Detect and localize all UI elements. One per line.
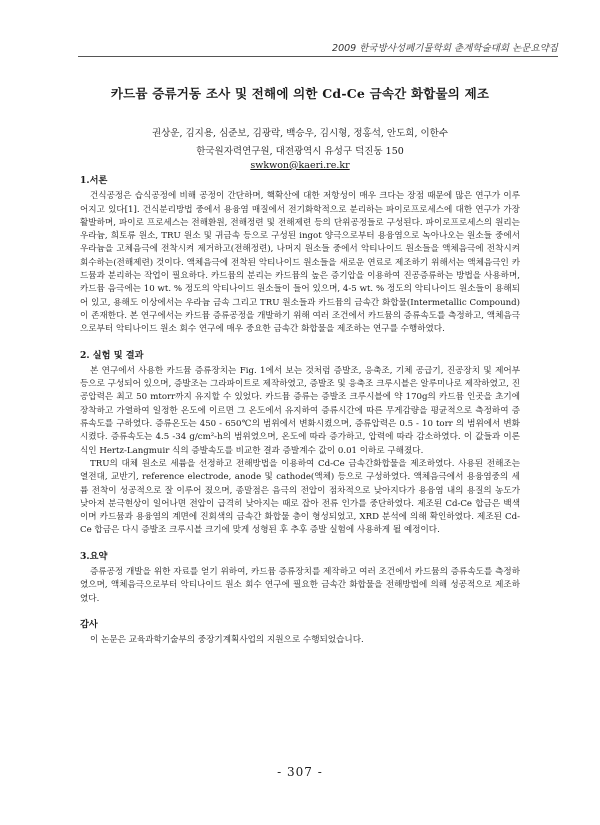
section-summary — [80, 550, 520, 606]
paragraph: 본 연구에서 사용한 카드뮴 증류장치는 Fig. 1에서 보는 것처럼 증발조, 응축조, 기체 공급기, 진공장치 및 제어부 등으로 구성되어 있으며, 증발조는 그라파이트로 제작하였고, 증발조 및 응축조 크루시블은 알루미나로 제작하였고, 진공압력은 최고 50 mtorr까지 유지할 수 있었다. 카드뮴 증류는 증발조 크루시블에 약 170g의 카드뮴 인곳을 초기에 장착하고 가열하여 일정한 온도에 이르면 그 온도에서 유지하여 증류시간에 따른 무게감량을 평균적으로 측정하여 증류속도를 구하였다. 증류온도는 450 - 650℃의 범위에서 변화시켰으며, 증류압력은 0.5 - 10 torr 의 범위에서 변화시켰다. 증류속도는 4.5 -34 g/cm²-h의 범위였으며, 온도에 따라 증가하고, 압력에 따라 감소하였다. 이 값들과 이론식인 Hertz-Langmuir 식의 증발속도를 비교한 결과 증발계수 값이 0.01 이하로 구해졌다. — [80, 365, 520, 456]
section-introduction — [80, 174, 520, 337]
paper-title: 카드뮴 증류거동 조사 및 전해에 의한 Cd-Ce 금속간 화합물의 제조 — [110, 86, 490, 101]
page-number: - 307 - — [277, 765, 323, 779]
section-heading: 감사 — [80, 618, 98, 630]
section-experiment — [80, 349, 520, 538]
header-rule — [78, 56, 558, 57]
paragraph: TRU의 대체 원소로 세륨을 선정하고 전해방법을 이용하여 Cd-Ce 금속간화합물을 제조하였다. 사용된 전해조는 열전대, 교반기, reference electrode, anode 및 cathode(액체) 등으로 구성하였다. 액체음극에서 용융염중의 세륨 전착이 성공적으로 잘 이루어 졌으며, 종말점은 음극의 전압이 점차적으로 낮아지다가 용융염 내의 용질의 농도가 낮아져 분극현상이 일어나면 전압이 급격히 낮아지는 때로 잡아 전류 인가를 중단하였다. 제조된 Cd-Ce 합금은 백색이며 카드뮴과 용융염의 계면에 진회색의 금속간 화합물 층이 형성되었고, XRD 분석에 의해 확인하였다. 제조된 Cd-Ce 합금은 다시 증발조 크루시블 크기에 맞게 성형된 후 추후 증발 실험에 사용하게 될 예정이다. — [80, 458, 520, 536]
section-acknowledgement — [80, 618, 520, 648]
paragraph: 이 논문은 교육과학기술부의 중장기계획사업의 지원으로 수행되었습니다. — [90, 635, 364, 646]
contact-email — [78, 160, 522, 171]
paper-body — [80, 174, 520, 648]
section-heading: 3.요약 — [80, 550, 108, 562]
paragraph: 증류공정 개발을 위한 자료를 얻기 위하여, 카드뮴 증류장치를 제작하고 여러 조건에서 카드뮴의 증류속도를 측정하였으며, 액체음극으로부터 악티나이드 원소 회수 연구에 필요한 금속간 화합물을 전해방법에 의해 성공적으로 제조하였다. — [80, 567, 520, 604]
affiliation: 한국원자력연구원, 대전광역시 유성구 덕진동 150 — [196, 146, 404, 157]
paragraph: 건식공정은 습식공정에 비해 공정이 간단하며, 핵확산에 대한 저항성이 매우 크다는 장점 때문에 많은 연구가 이루어지고 있다[1]. 건식분리방법 중에서 용융염 매질에서 전기화학적으로 분리하는 파이로프로세스에 대한 연구가 가장 활발하며, 파이로 프로세스는 전해환원, 전해정련 및 전해제련 등의 단위공정들로 구성된다. 파이로프로세스의 원리는 우라늄, 희토류 원소, TRU 원소 및 귀금속 등으로 구성된 ingot 양극으로부터 용융염으로 녹아나오는 원소들 중에서 우라늄을 고체음극에 전착시켜 제거하고(전해정련), 나머지 원소들 중에서 악티나이드 원소들을 액체음극에 전착시켜 회수하는(전해제련) 것이다. 액체음극에 전착된 악티나이드 원소들을 새로운 연료로 제조하기 위해서는 액체음극인 카드뮴과 분리하는 작업이 필요하다. 카드뮴의 분리는 카드뮴의 높은 증기압을 이용하여 진공증류하는 방법을 사용하며, 카드뮴 음극에는 10 wt. % 정도의 악티나이드 원소들이 들어 있으며, 4-5 wt. % 정도의 악티나이드 원소들이 용해되어 있고, 용해도 이상에서는 우라늄 금속 그리고 TRU 원소들과 카드뮴의 금속간 화합물(Intermetallic Compound)이 존재한다. 본 연구에서는 카드뮴 증류공정을 개발하기 위해 여러 조건에서 카드뮴의 증류속도를 측정하고, 액체음극으로부터 악티나이드 원소 회수 연구에 매우 중요한 금속간 화합물을 제조하는 연구를 수행하였다. — [80, 191, 520, 335]
section-heading: 1.서론 — [80, 175, 108, 186]
email-link[interactable]: swkwon@kaeri.re.kr — [250, 160, 350, 171]
section-heading: 2. 실험 및 결과 — [80, 349, 144, 361]
conference-header: 2009 한국방사성폐기물학회 춘계학술대회 논문요약집 — [332, 43, 558, 54]
author-list: 권상운, 김지용, 심준보, 김광락, 백승우, 김시형, 정홍석, 안도희, 이한수 — [151, 128, 449, 139]
